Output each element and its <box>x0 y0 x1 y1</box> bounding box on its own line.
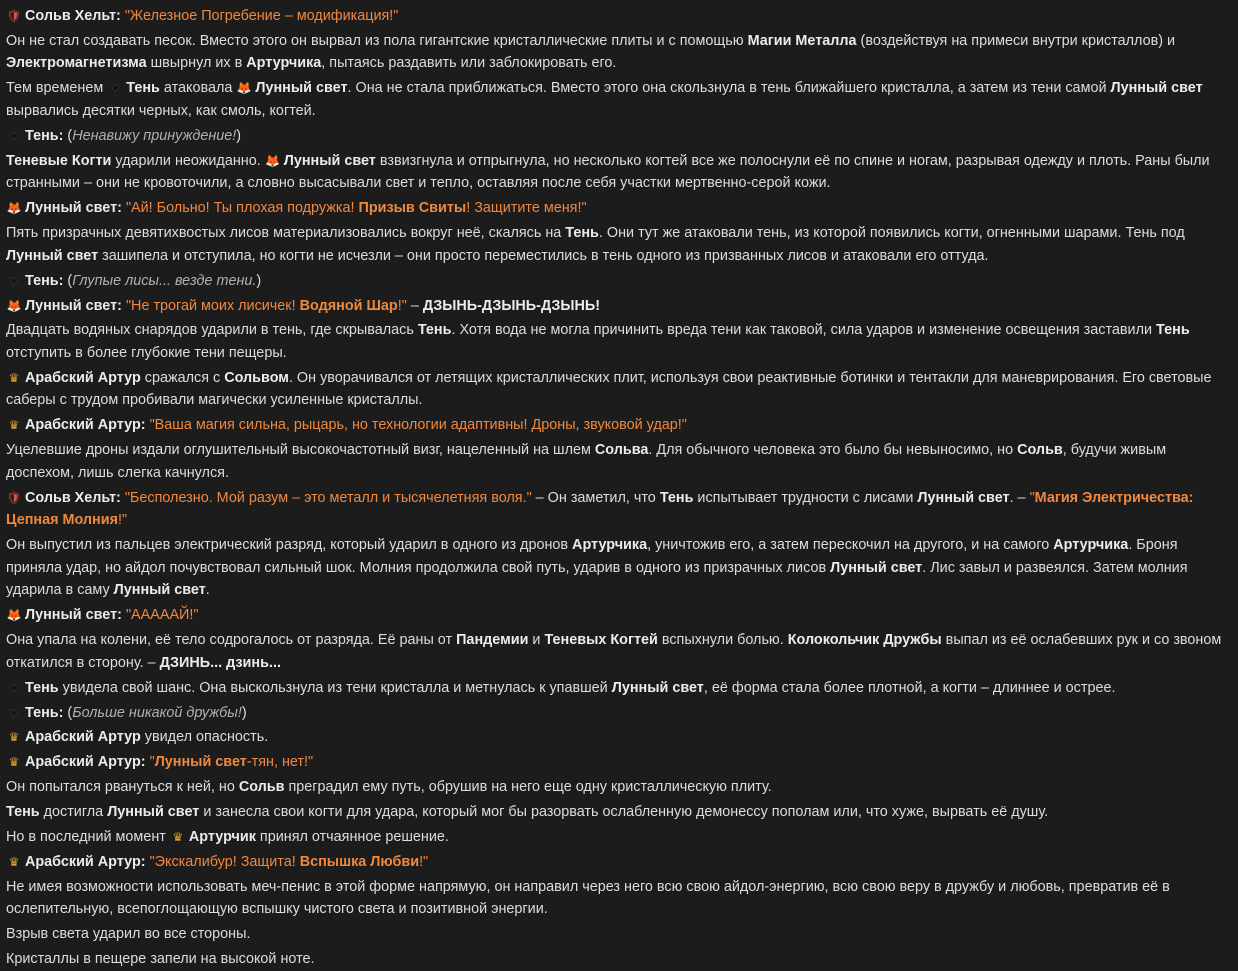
narration-text: и занесла свои когти для удара, который мог бы разорвать ослабленную демонессу пополам или, что хуже, вырвать её душу. <box>199 804 1049 821</box>
quote-text: !" <box>397 297 407 314</box>
crown-icon: ♛ <box>172 830 184 845</box>
fox-icon: 🦊 <box>6 201 22 216</box>
bold-name: Лунный свет <box>113 582 206 599</box>
chat-paragraph <box>6 702 1232 725</box>
bold-name: Лунный свет: <box>25 607 122 624</box>
fox-icon: 🦊 <box>265 153 281 168</box>
chat-paragraph <box>6 319 1232 364</box>
narration-text: зашипела и отступила, но когти не исчезли – они просто переместились в тень одного из призванных лисов и атаковали его оттуда. <box>98 247 989 264</box>
quote-text: " <box>149 754 155 771</box>
italic-thought: Ненавижу принуждение! <box>72 127 237 144</box>
quote-text: "АААААЙ!" <box>125 607 199 624</box>
chat-paragraph <box>6 414 1232 437</box>
quote-text: !" <box>419 853 429 870</box>
quote-text: ! Защитите меня!" <box>466 200 587 217</box>
shield-icon: 🛡 <box>6 490 22 505</box>
narration-text: ) <box>256 272 262 289</box>
bold-name: Артурчик <box>188 829 256 846</box>
chat-paragraph <box>6 948 1232 971</box>
chat-paragraph <box>6 197 1232 220</box>
quote-text: "Железное Погребение – модификация!" <box>124 8 399 24</box>
italic-thought: Глупые лисы... везде тени. <box>72 272 257 289</box>
narration-text: . Броня приняла удар, но айдол почувствовал сильный шок. Молния продолжила свой путь, ударив в одного из призрачных лисов <box>6 537 1178 576</box>
bold-name: Тень <box>6 804 40 821</box>
bold-name: Лунный свет <box>107 804 200 821</box>
bold-name: Теневые Когти <box>6 152 112 169</box>
bold-name: Тень: <box>25 704 64 721</box>
narration-text: ( <box>63 272 73 289</box>
narration-text: . Он уворачивался от летящих кристаллических плит, используя свои реактивные ботинки и тентакли для маневрирования. Его световые саберы с трудом пробивали магически усиленные кристаллы. <box>6 369 1212 409</box>
quote-text: "Экскалибур! Защита! <box>149 853 300 870</box>
narration-text: вырвались десятки черных, как смоль, когтей. <box>6 102 316 119</box>
fox-icon: 🦊 <box>6 608 22 623</box>
shield-icon: 🛡 <box>6 9 22 23</box>
narration-text: , пытаясь раздавить или заблокировать его. <box>321 55 617 72</box>
fox-icon: 🦊 <box>6 298 22 313</box>
chat-paragraph <box>6 77 1232 122</box>
bold-name: Тень <box>565 225 599 242</box>
narration-text: увидел опасность. <box>140 729 269 746</box>
bold-name: Тень <box>1156 322 1190 339</box>
bold-name: Тень: <box>25 272 64 289</box>
bold-name: Лунный свет <box>6 247 99 264</box>
narration-text: , уничтожив его, а затем перескочил на другого, и на самого <box>647 537 1054 554</box>
bold-name: Артурчика <box>572 537 648 554</box>
black-heart-icon: ♥ <box>10 128 18 143</box>
narration-text: Уцелевшие дроны издали оглушительный высокочастотный визг, нацеленный на шлем <box>6 442 595 459</box>
bold-name: Тень <box>417 322 452 339</box>
chat-paragraph <box>6 801 1232 824</box>
chat-paragraph <box>6 876 1232 921</box>
chat-paragraph <box>6 125 1232 148</box>
chat-paragraph <box>6 726 1232 749</box>
chat-paragraph <box>6 776 1232 799</box>
chat-paragraph <box>6 367 1232 412</box>
crown-icon: ♛ <box>8 730 20 745</box>
narration-text: Кристаллы в пещере запели на высокой ноте. <box>6 951 315 968</box>
bold-name: Лунный свет <box>255 80 348 97</box>
narration-text: выпал из её ослабевших рук и со звоном откатился в сторону. – <box>6 632 1222 671</box>
bold-name: Арабский Артур: <box>25 417 146 434</box>
bold-name: Арабский Артур: <box>25 853 146 870</box>
narration-text: сражался с <box>140 369 225 386</box>
narration-text: ) <box>241 704 247 721</box>
narration-text: ударили неожиданно. <box>111 152 265 169</box>
crown-icon: ♛ <box>8 418 20 433</box>
bold-name: Тень: <box>25 127 64 144</box>
chat-paragraph <box>6 751 1232 774</box>
narration-text: Он выпустил из пальцев электрический разряд, который ударил в одного из дронов <box>6 537 573 554</box>
narration-text: Он не стал создавать песок. Вместо этого он вырвал из пола гигантские кристаллические плиты и с помощью <box>6 32 748 49</box>
crown-icon: ♛ <box>8 854 20 869</box>
narration-text: . Для обычного человека это было бы невыносимо, но <box>648 442 1018 459</box>
italic-thought: Больше никакой дружбы! <box>72 704 242 721</box>
quote-text: -тян, нет!" <box>246 754 314 771</box>
narration-text: – <box>406 297 423 314</box>
narration-text: . Хотя вода не могла причинить вреда тени как таковой, сила ударов и изменение освещения заставили <box>451 322 1157 339</box>
bold-name: Теневых Когтей <box>544 632 658 649</box>
chat-paragraph <box>6 222 1232 267</box>
chat-paragraph <box>6 30 1232 75</box>
narration-text: отступить в более глубокие тени пещеры. <box>6 344 287 361</box>
narration-text: ( <box>63 127 73 144</box>
narration-text: Он попытался рвануться к ней, но <box>6 779 239 796</box>
bold-name: Лунный свет: <box>25 297 122 314</box>
bold-name: Магии Металла <box>747 32 857 49</box>
narration-text: Но в последний момент <box>6 829 170 846</box>
narration-text: увидела свой шанс. Она выскользнула из тени кристалла и метнулась к упавшей <box>58 679 612 696</box>
narration-text: . Они тут же атаковали тень, из которой появились когти, огненными шарами. Тень под <box>598 225 1185 242</box>
bold-name: Сольв <box>1017 442 1063 459</box>
narration-text: взвизгнула и отпрыгнула, но несколько когтей все же полоснули её по спине и ногам, разрывая одежду и плоть. Раны были странными – они не кровоточили, а словно высасывали свет и тепло, оставляя после себя участки мертвенно-серой кожи. <box>6 152 1210 192</box>
quote-text: "Не трогай моих лисичек! <box>125 297 300 314</box>
black-heart-icon: ♥ <box>10 273 18 288</box>
narration-text: . – <box>1009 489 1030 506</box>
chat-paragraph <box>6 270 1232 293</box>
narration-text: Пять призрачных девятихвостых лисов материализовались вокруг неё, скалясь на <box>6 225 566 242</box>
chat-paragraph <box>6 604 1232 627</box>
narration-text: (воздействуя на примеси внутри кристаллов) и <box>856 32 1176 49</box>
bold-name: Сольв Хельт: <box>25 8 121 24</box>
chat-paragraph <box>6 534 1232 602</box>
bold-name: Сольв <box>238 779 285 796</box>
bold-name: Электромагнетизма <box>6 55 147 72</box>
chat-paragraph <box>6 439 1232 484</box>
narration-text: Тем временем <box>6 80 108 97</box>
narration-text: Она упала на колени, её тело содрогалось от разряда. Её раны от <box>6 632 457 649</box>
bold-name: Артурчика <box>1053 537 1129 554</box>
bold-name: Сольва <box>594 442 649 459</box>
bold-name: Колокольчик Дружбы <box>787 632 942 649</box>
chat-paragraph <box>6 923 1232 946</box>
bold-name: Артурчика <box>246 55 322 72</box>
black-heart-icon: ♥ <box>10 705 18 720</box>
crown-icon: ♛ <box>8 370 20 385</box>
bold-name: Пандемии <box>456 632 529 649</box>
narration-text: принял отчаянное решение. <box>255 829 449 846</box>
bold-name: Арабский Артур <box>25 369 141 386</box>
narration-text: , её форма стала более плотной, а когти – длиннее и острее. <box>703 679 1116 696</box>
narration-text: Взрыв света ударил во все стороны. <box>6 926 251 943</box>
quote-bold-text: Лунный свет <box>154 754 247 771</box>
bold-name: Арабский Артур <box>25 729 141 746</box>
chat-paragraph <box>6 629 1232 674</box>
bold-name: Тень <box>126 80 160 97</box>
narration-text: ( <box>63 704 73 721</box>
chat-paragraph <box>6 851 1232 874</box>
quote-text: "Бесполезно. Мой разум – это металл и тысячелетняя воля." <box>124 489 532 506</box>
crown-icon: ♛ <box>8 755 20 770</box>
quote-text: "Ай! Больно! Ты плохая подружка! <box>125 200 359 217</box>
narration-text: , будучи живым доспехом, лишь слегка качнулся. <box>6 442 1167 481</box>
narration-text: – Он заметил, что <box>531 489 660 506</box>
quote-text: " <box>1029 489 1035 506</box>
chat-paragraph <box>6 487 1232 532</box>
chat-paragraph <box>6 826 1232 849</box>
narration-text: Двадцать водяных снарядов ударили в тень, где скрывалась <box>6 322 418 339</box>
narration-text: . <box>205 582 210 599</box>
chat-paragraph <box>6 5 1232 28</box>
black-heart-icon: ♥ <box>111 81 119 96</box>
quote-text: "Ваша магия сильна, рыцарь, но технологии адаптивны! Дроны, звуковой удар!" <box>149 417 687 434</box>
bold-name: Сольвом <box>224 369 289 386</box>
bold-name: Лунный свет <box>611 679 704 696</box>
quote-bold-text: Призыв Свиты <box>358 200 467 217</box>
bold-name: Лунный свет: <box>25 200 122 217</box>
chat-paragraph <box>6 677 1232 700</box>
quote-bold-text: Водяной Шар <box>299 297 398 314</box>
bold-name: Тень <box>25 679 59 696</box>
narration-text: преградил ему путь, обрушив на него еще одну кристаллическую плиту. <box>284 779 772 796</box>
narration-text: ) <box>236 127 242 144</box>
narration-text: Не имея возможности использовать меч-пенис в этой форме напрямую, он направил через него всю свою айдол-энергию, всю свою веру в дружбу и любовь, превратив её в ослепительную, всепоглощающую вспышку чистого света и позитивной энергии. <box>6 878 1170 918</box>
bold-name: ДЗЫНЬ-ДЗЫНЬ-ДЗЫНЬ! <box>422 297 601 314</box>
quote-text: !" <box>117 512 128 529</box>
fox-icon: 🦊 <box>236 81 252 96</box>
narration-text: и <box>528 632 545 649</box>
narration-text: швырнул их в <box>146 55 247 72</box>
bold-name: Лунный свет <box>283 152 376 169</box>
bold-name: Тень <box>659 489 694 506</box>
bold-name: Лунный свет <box>830 559 923 576</box>
narration-text: . Лис завыл и развеялся. Затем молния ударила в саму <box>6 559 1188 599</box>
chat-paragraph <box>6 150 1232 195</box>
quote-bold-text: Вспышка Любви <box>299 853 420 870</box>
bold-name: Лунный свет <box>917 489 1010 506</box>
narration-text: атаковала <box>159 80 237 97</box>
narration-text: вспыхнули болью. <box>657 632 788 649</box>
quote-bold-text: Магия Электричества: Цепная Молния <box>6 489 1194 529</box>
chat-paragraph <box>6 295 1232 318</box>
narration-text: испытывает трудности с лисами <box>693 489 918 506</box>
bold-name: Сольв Хельт: <box>25 489 121 506</box>
bold-name: ДЗИНЬ... дзинь... <box>159 654 281 671</box>
narration-text: . Она не стала приближаться. Вместо этого она скользнула в тень ближайшего кристалла, а затем из тени самой <box>347 80 1111 97</box>
bold-name: Арабский Артур: <box>25 754 146 771</box>
black-heart-icon: ♥ <box>10 680 18 695</box>
narration-text: достигла <box>39 804 108 821</box>
bold-name: Лунный свет <box>1110 80 1203 97</box>
